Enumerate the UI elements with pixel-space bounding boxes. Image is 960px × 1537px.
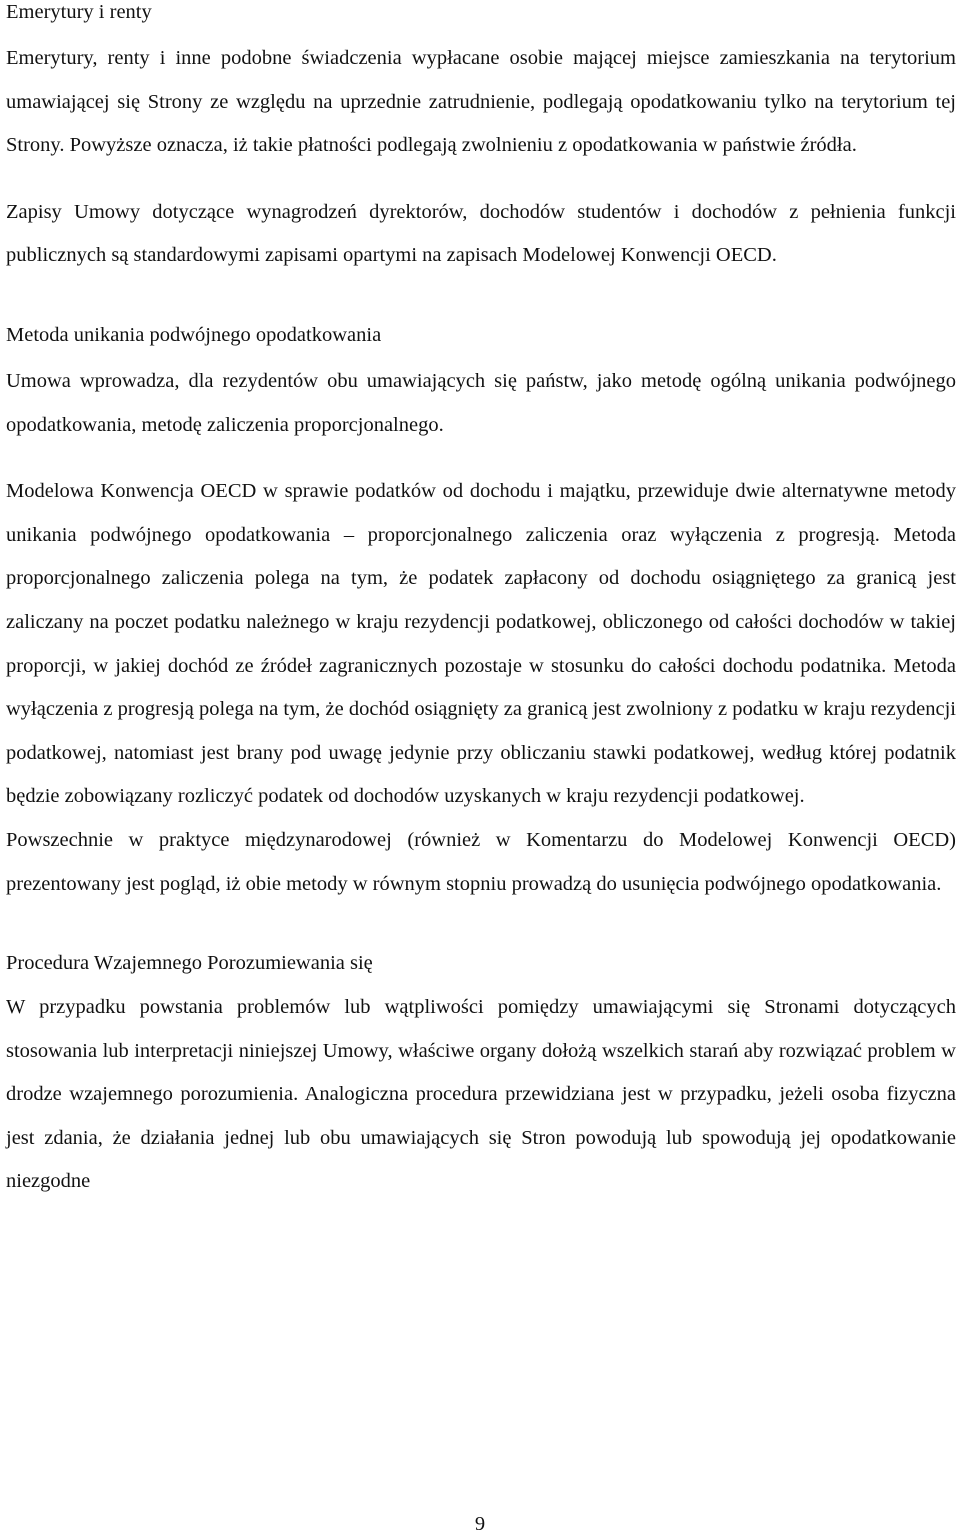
- paragraph-pensions: Emerytury, renty i inne podobne świadczenia wypłacane osobie mającej miejsce zamieszkania na terytorium umawiającej się Strony ze względu na uprzednie zatrudnienie, podlegają opodatkowaniu tylko na terytorium tej Strony. Powyższe oznacza, iż takie płatności podlegają zwolnieniu z opodatkowania w państwie źródła.: [6, 47, 956, 157]
- document-page: [6, 0, 956, 1204]
- paragraph-oecd-provisions: Zapisy Umowy dotyczące wynagrodzeń dyrektorów, dochodów studentów i dochodów z pełnienia funkcji publicznych są standardowymi zapisami opartymi na zapisach Modelowej Konwencji OECD.: [6, 200, 956, 267]
- paragraph-practice: Powszechnie w praktyce międzynarodowej (również w Komentarzu do Modelowej Konwencji OECD) prezentowany jest pogląd, iż obie metody w równym stopniu prowadzą do usunięcia podwójnego opodatkowania.: [6, 828, 956, 895]
- paragraph-method-details: Modelowa Konwencja OECD w sprawie podatków od dochodu i majątku, przewiduje dwie alternatywne metody unikania podwójnego opodatkowania – proporcjonalnego zaliczenia oraz wyłączenia z progresją. Metoda proporcjonalnego zaliczenia polega na tym, że podatek zapłacony od dochodu osiągniętego za granicą jest zaliczany na poczet podatku należnego w kraju rezydencji podatkowej, obliczonego od całości dochodów w takiej proporcji, w jakiej dochód ze źródeł zagranicznych pozostaje w stosunku do całości dochodu podatnika. Metoda wyłączenia z progresją polega na tym, że dochód osiągnięty za granicą jest zwolniony z podatku w kraju rezydencji podatkowej, natomiast jest brany pod uwagę jedynie przy obliczaniu stawki podatkowej, według której podatnik będzie zobowiązany rozliczyć podatek od dochodów uzyskanych w kraju rezydencji podatkowej.: [6, 480, 956, 808]
- section-heading-double-taxation: Metoda unikania podwójnego opodatkowania: [6, 323, 382, 346]
- paragraph-method-general: Umowa wprowadza, dla rezydentów obu umawiających się państw, jako metodę ogólną unikania podwójnego opodatkowania, metodę zaliczenia proporcjonalnego.: [6, 369, 956, 436]
- paragraph-mutual-agreement: W przypadku powstania problemów lub wątpliwości pomiędzy umawiającymi się Stronami dotyczących stosowania lub interpretacji niniejszej Umowy, właściwe organy dołożą wszelkich starań aby rozwiązać problem w drodze wzajemnego porozumienia. Analogiczna procedura przewidziana jest w przypadku, jeżeli osoba fizyczna jest zdania, że działania jednej lub obu umawiających się Stron powodują lub spowodują jej opodatkowanie niezgodne: [6, 996, 956, 1193]
- page-number: 9: [474, 1513, 486, 1535]
- section-heading-pensions: Emerytury i renty: [6, 1, 152, 23]
- section-heading-mutual-agreement: Procedura Wzajemnego Porozumiewania się: [6, 952, 373, 975]
